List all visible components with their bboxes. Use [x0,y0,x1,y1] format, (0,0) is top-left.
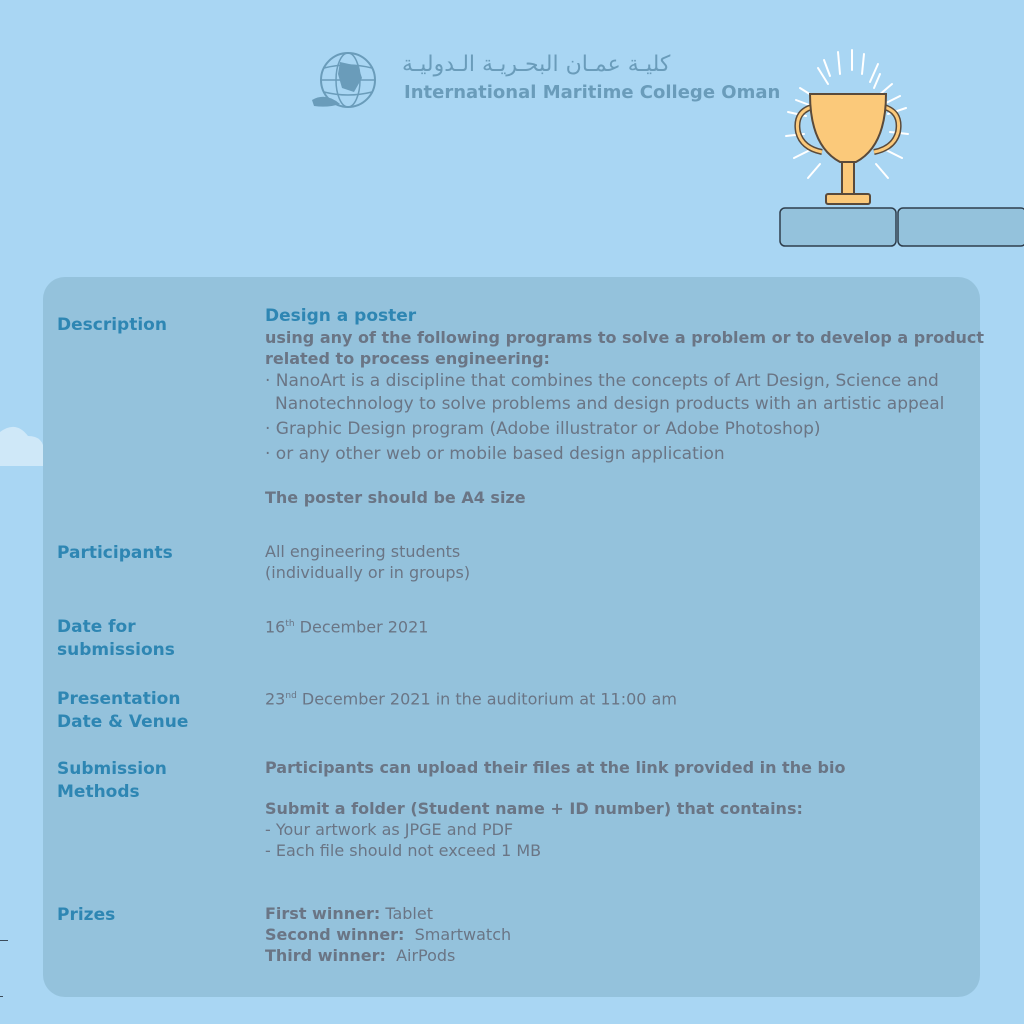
presentation-details: December 2021 in the auditorium at 11:00 am [296,689,677,709]
third-prize [265,945,511,966]
submission-date-label [57,616,175,662]
presentation-value [265,686,677,709]
bullet-nanoart-line2: Nanotechnology to solve problems and design products with an artistic appeal [275,394,945,414]
globe-logo-icon [306,48,386,114]
submission-methods-label-line1: Submission [57,759,167,779]
submission-month-year: December 2021 [294,617,429,637]
submission-methods-label [57,758,167,804]
submission-date-label-line2: submissions [57,640,175,660]
presentation-label [57,688,188,734]
participants-label: Participants [57,543,173,563]
participants-value [265,541,470,583]
folder-note: Submit a folder (Student name + ID number) that contains: [265,799,803,818]
presentation-label-line2: Date & Venue [57,712,189,732]
description-bullet-other-apps: · or any other web or mobile based design application [265,444,725,464]
presentation-day-suffix: nd [285,691,297,701]
first-prize [265,903,511,924]
submission-methods-label-line2: Methods [57,782,140,802]
presentation-label-line1: Presentation [57,689,181,709]
edge-dash [0,940,8,941]
description-content [265,306,984,508]
college-name-arabic: كليـة عمـان البحـريـة الـدوليـة [402,52,671,77]
poster-size-note: The poster should be A4 size [265,488,526,507]
second-prize [265,924,511,945]
prizes-label: Prizes [57,905,116,925]
third-prize-label: Third winner: [265,946,386,965]
submission-methods-value [265,757,845,861]
college-logo [306,46,781,116]
first-prize-value: Tablet [380,904,433,923]
prizes-value [265,903,511,966]
participants-line1: All engineering students [265,542,461,561]
first-prize-label: First winner: [265,904,381,923]
submission-date-value [265,614,428,637]
description-heading: Design a poster [265,306,417,326]
bullet-nanoart-line1: · NanoArt is a discipline that combines the concepts of Art Design, Science and [265,371,939,391]
description-bullet-nanoart [265,370,984,466]
participants-line2: (individually or in groups) [265,563,471,582]
cloud-icon [0,418,44,468]
description-intro-line2: related to process engineering: [265,349,550,368]
edge-dash [0,996,3,997]
description-bullet-graphic-design: · Graphic Design program (Adobe illustrator or Adobe Photoshop) [265,419,821,439]
trophy-icon [797,94,898,204]
submission-date-label-line1: Date for [57,617,136,637]
second-prize-value: Smartwatch [404,925,512,944]
upload-note: Participants can upload their files at the link provided in the bio [265,758,846,777]
description-intro-line1: using any of the following programs to solve a problem or to develop a product [265,328,985,347]
college-name-english: International Maritime College Oman [404,82,781,103]
second-prize-label: Second winner: [265,925,405,944]
description-label: Description [57,315,167,335]
trophy-illustration [760,40,1024,255]
submission-day-suffix: th [285,619,295,629]
submission-day: 16 [265,617,286,637]
submission-item-size: - Each file should not exceed 1 MB [265,841,542,860]
presentation-day: 23 [265,689,286,709]
submission-item-artwork: - Your artwork as JPGE and PDF [265,820,514,839]
podium-icon [780,208,1024,246]
third-prize-value: AirPods [385,946,456,965]
